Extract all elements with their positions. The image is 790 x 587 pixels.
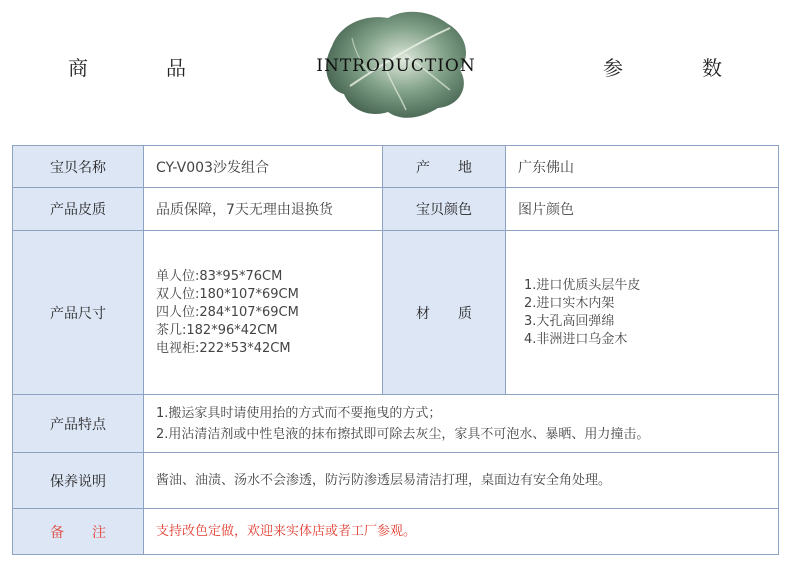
care-value: 酱油、油渍、汤水不会渗透，防污防渗透层易清洁打理，桌面边有安全角处理。	[144, 453, 779, 509]
care-label: 保养说明	[13, 453, 144, 509]
material-item: 2.进口实木内架	[524, 295, 615, 311]
product-parameters-table	[12, 145, 779, 555]
color-label: 宝贝颜色	[383, 188, 506, 231]
table-row	[13, 146, 779, 188]
leather-label: 产品皮质	[13, 188, 144, 231]
size-item: 单人位:83*95*76CM	[156, 268, 283, 284]
header-char-shu: 数	[702, 56, 723, 80]
table-row	[13, 395, 779, 453]
material-label: 材 质	[383, 231, 506, 395]
introduction-title: INTRODUCTION	[316, 56, 476, 76]
material-item: 4.非洲进口乌金木	[524, 331, 628, 347]
size-item: 电视柜:222*53*42CM	[156, 340, 291, 356]
feature-item: 2.用沾清洁剂或中性皂液的抹布擦拭即可除去灰尘，家具不可泡水、暴晒、用力撞击。	[156, 426, 650, 442]
color-value: 图片颜色	[506, 188, 779, 231]
name-value: CY-V003沙发组合	[144, 146, 383, 188]
header-char-pin: 品	[166, 56, 187, 80]
leather-value: 品质保障，7天无理由退换货	[144, 188, 383, 231]
material-item: 3.大孔高回弹绵	[524, 313, 615, 329]
material-list	[506, 231, 779, 395]
header-banner	[0, 0, 790, 140]
feature-label: 产品特点	[13, 395, 144, 453]
origin-value: 广东佛山	[506, 146, 779, 188]
origin-label: 产 地	[383, 146, 506, 188]
size-label: 产品尺寸	[13, 231, 144, 395]
header-char-shang: 商	[68, 56, 89, 80]
table-row	[13, 188, 779, 231]
size-list	[144, 231, 383, 395]
material-item: 1.进口优质头层牛皮	[524, 277, 641, 293]
table-row	[13, 509, 779, 555]
size-item: 茶几:182*96*42CM	[156, 322, 278, 338]
table-row	[13, 231, 779, 395]
note-label: 备 注	[13, 509, 144, 555]
size-item: 双人位:180*107*69CM	[156, 286, 299, 302]
feature-list	[144, 395, 779, 453]
table-row	[13, 453, 779, 509]
note-value: 支持改色定做，欢迎来实体店或者工厂参观。	[144, 509, 779, 555]
size-item: 四人位:284*107*69CM	[156, 304, 299, 320]
header-char-can: 参	[603, 56, 624, 80]
name-label: 宝贝名称	[13, 146, 144, 188]
feature-item: 1.搬运家具时请使用抬的方式而不要拖曳的方式；	[156, 405, 442, 421]
